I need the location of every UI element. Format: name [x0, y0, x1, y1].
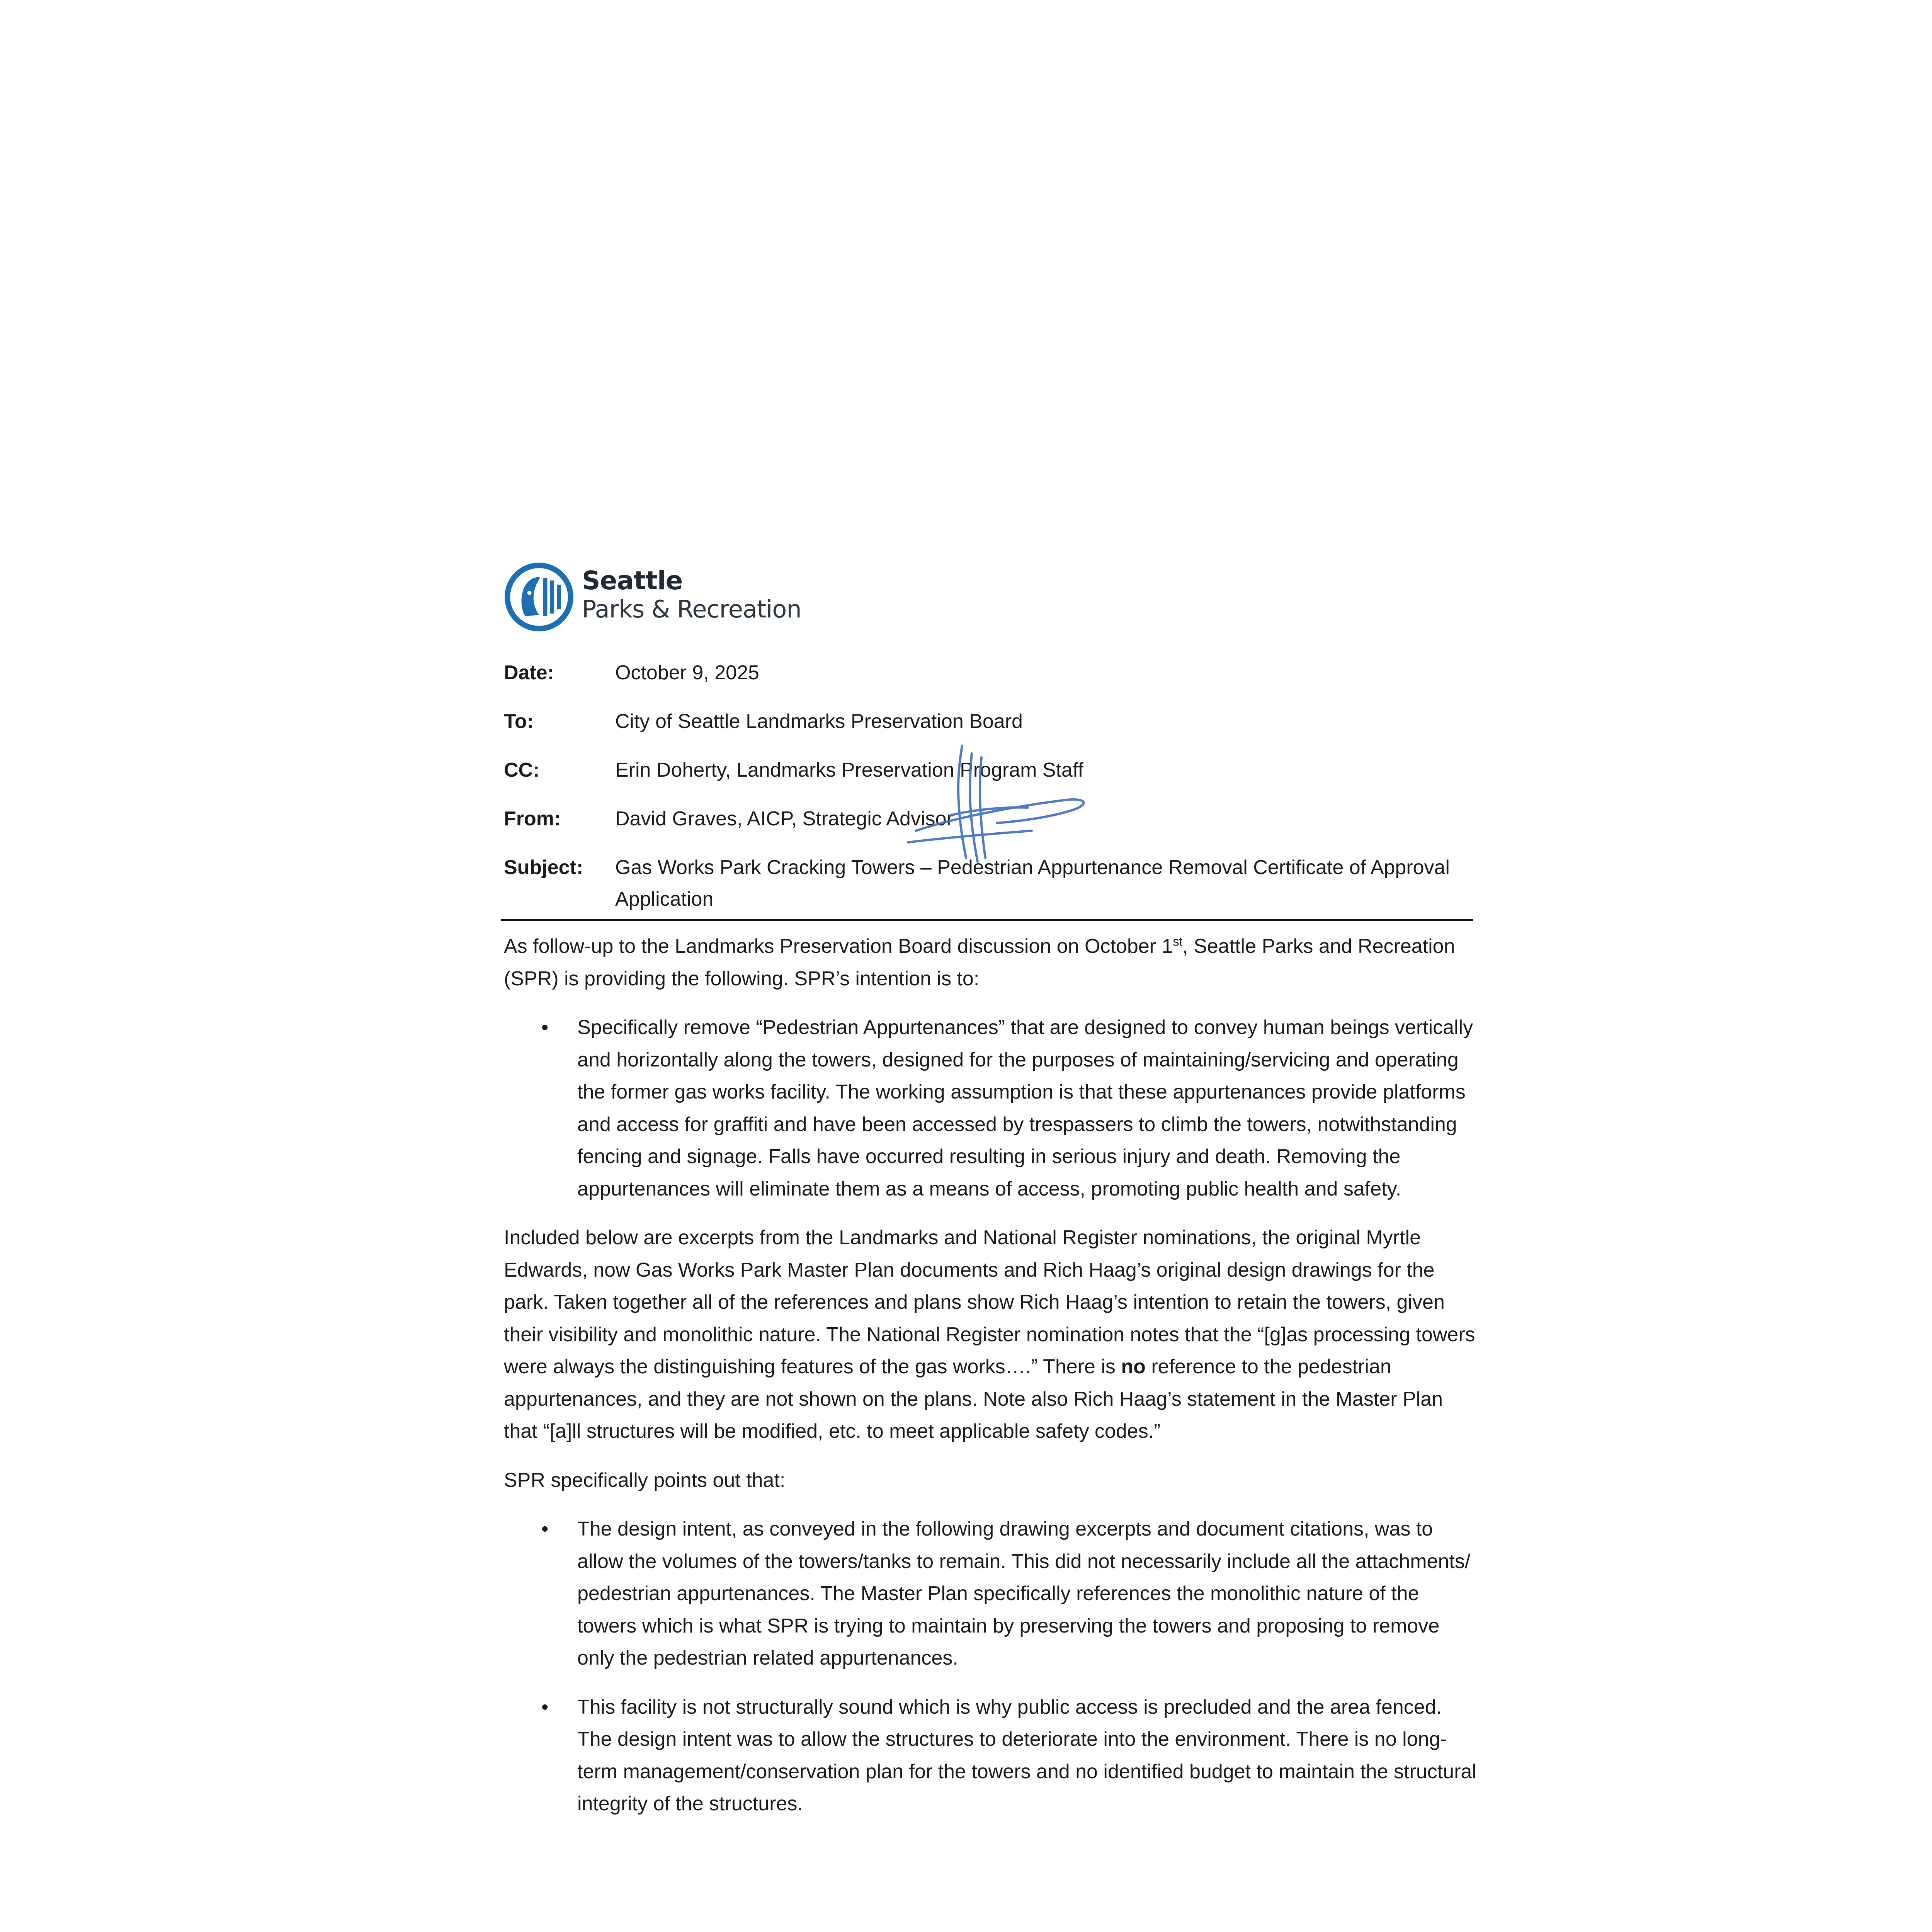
to-label: To: [504, 710, 534, 733]
org-department: Parks & Recreation [582, 595, 801, 623]
date-value: October 9, 2025 [615, 662, 759, 684]
from-value: David Graves, AICP, Strategic Advisor [615, 808, 953, 830]
excerpts-text-end: reference to the pedestrian appurtenances, and they are not shown on the plans. Note also Rich Haag’s statement in the Master Plan that “[a]ll structures will be modified, etc. to meet applicable safety codes.” [504, 1355, 1443, 1442]
excerpts-text-start: Included below are excerpts from the Landmarks and National Register nominations, the original Myrtle Edwards, now Gas Works Park Master Plan documents and Rich Haag’s original design drawings for the park. Taken together all of the references and plans show Rich Haag’s intention to retain the towers, given their visibility and monolithic nature. The National Register nomination notes that the “[g]as processing towers were always the distinguishing features of the gas works….” There is [504, 1226, 1475, 1378]
cc-value: Erin Doherty, Landmarks Preservation Program Staff [615, 759, 1083, 781]
list-item [541, 1012, 1480, 1205]
bullet-glyph: • [541, 1696, 549, 1718]
list-item-text: The design intent, as conveyed in the following drawing excerpts and document citations, was to allow the volumes of the towers/tanks to remain. This did not necessarily include all the attachments/ pedestrian appurtenances. The Master Plan specifically references the monolithic nature of the towers which is what SPR is trying to maintain by preserving the towers and proposing to remove only the pedestrian related appurtenances. [577, 1518, 1471, 1669]
seattle-parks-logo [505, 560, 814, 634]
list-item-text: This facility is not structurally sound which is why public access is precluded and the area fenced. The design intent was to allow the structures to deteriorate into the environment. There is no long-term management/conservation plan for the towers and no identified budget to maintain the structural integrity of the structures. [577, 1696, 1476, 1815]
intro-paragraph [504, 930, 1480, 995]
intro-superscript: st [1173, 934, 1183, 949]
from-label: From: [504, 808, 561, 830]
subject-label: Subject: [504, 856, 583, 879]
points-intro-paragraph: SPR specifically points out that: [504, 1469, 786, 1492]
header-divider [501, 919, 1473, 921]
org-name: Seattle [582, 566, 683, 595]
excerpts-paragraph [504, 1222, 1480, 1448]
handwritten-signature [904, 742, 1144, 869]
date-row [504, 657, 1478, 689]
memo-body [504, 930, 1480, 1837]
bullet-glyph: • [541, 1518, 549, 1540]
intro-text-start: As follow-up to the Landmarks Preservation Board discussion on October 1 [504, 935, 1173, 957]
to-value: City of Seattle Landmarks Preservation Board [615, 710, 1023, 733]
cc-label: CC: [504, 759, 540, 781]
intro-text-end: , Seattle Parks and Recreation (SPR) is providing the following. SPR’s intention is to: [504, 935, 1455, 990]
intention-list [504, 1012, 1480, 1205]
to-row [504, 706, 1478, 737]
list-item [541, 1691, 1480, 1820]
list-item [541, 1513, 1480, 1675]
emphasis-no: no [1121, 1355, 1146, 1378]
date-label: Date: [504, 662, 554, 684]
seattle-logo-icon [505, 563, 573, 631]
bullet-glyph: • [541, 1016, 549, 1039]
subject-value: Gas Works Park Cracking Towers – Pedestrian Appurtenance Removal Certificate of Approval Application [615, 856, 1450, 910]
points-list [504, 1513, 1480, 1820]
list-item-text: Specifically remove “Pedestrian Appurtenances” that are designed to convey human beings vertically and horizontally along the towers, designed for the purposes of maintaining/servicing and operating the former gas works facility. The working assumption is that these appurtenances provide platforms and access for graffiti and have been accessed by trespassers to climb the towers, notwithstanding fencing and signage. Falls have occurred resulting in serious injury and death. Removing the appurtenances will eliminate them as a means of access, promoting public health and safety. [577, 1016, 1473, 1200]
